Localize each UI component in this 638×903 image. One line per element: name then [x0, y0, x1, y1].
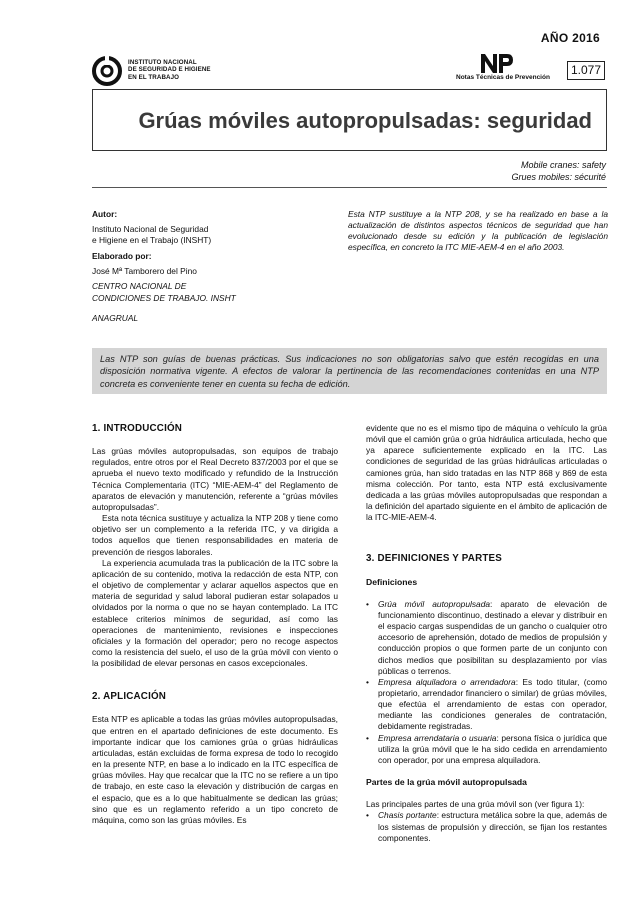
document-title: Grúas móviles autopropulsadas: seguridad: [138, 108, 592, 133]
definition-term: Empresa alquiladora o arrendadora: [378, 676, 516, 687]
institute-line: EN EL TRABAJO: [128, 73, 180, 81]
title-box: [92, 89, 607, 151]
insht-logo-icon: [92, 56, 122, 86]
paragraph: Esta NTP es aplicable a todas las grúas móviles autopropulsadas, que entren en el apartado definiciones de este documento. Es importante indicar que los camiones grúa o grúas hidráulicas articuladas, están excluidas de forma expresa de todo lo recogido en la presente NTP, en base a lo indicado en la ITC específica de grúas móviles. Hay que recalcar que la ITC no se refiere a un tipo de trabajo, en este caso la elevación y distribución de cargas en el espacio, que es a lo que habitualmente se dedican las grúas; sino que es un reglamento referido a un tipo concreto de máquina, como son las grúas móviles. Es: [92, 714, 338, 825]
definition-text: : persona física o jurídica que utiliza la grúa móvil que le ha sido cedida en arrendamiento con operador, por una empresa alquiladora.: [378, 732, 608, 765]
paragraph: Esta nota técnica sustituye y actualiza la NTP 208 y tiene como objetivo ser un complemento a la referida ITC, y va dirigida a todos aquellos que tienen responsabilidades en materia de prevención de riesgos laborales.: [92, 513, 338, 557]
left-column: [92, 423, 338, 826]
ntp-number: 1.077: [567, 61, 605, 80]
part-term: Chasis portante: [378, 810, 437, 821]
list-item: [366, 599, 607, 677]
prepared-heading: Elaborado por:: [92, 251, 152, 262]
institute-name: [128, 59, 211, 81]
prepared-name: José Mª Tamborero del Pino: [92, 266, 197, 277]
paragraph: Las grúas móviles autopropulsadas, son equipos de trabajo regulados, entre otros por el Real Decreto 837/2003 por el que se aprueba el nuevo texto modificado y refundido de la Instrucción Técnica Complementaria (ITC) “MIE-AEM-4” del Reglamento de aparatos de elevación y manutención, referente a “grúas móviles autopropulsadas”.: [92, 446, 338, 512]
definition-term: Grúa móvil autopropulsada: [378, 598, 491, 609]
subsection-parts: Partes de la grúa móvil autopropulsada: [366, 777, 527, 788]
edition-year: AÑO 2016: [540, 31, 600, 45]
paragraph: evidente que no es el mismo tipo de máquina o vehículo la grúa móvil que el camión grúa o grúa hidráulica articulada, hecho que ya aparece suficientemente explicado en la ITC. Las condiciones de seguridad de las grúas hidráulicas articuladas o camiones grúa, han sido tratadas en las NTP 868 y 869 de esta misma colección. Por tanto, esta NTP está exclusivamente dedicada a las grúas móviles autopropulsadas que respondan a la definición del apartado siguiente en el ámbito de aplicación de la ITC-MIE-AEM-4.: [366, 423, 607, 523]
header-divider: [92, 187, 607, 188]
definition-term: Empresa arrendataria o usuaria: [378, 732, 497, 743]
author-line: e Higiene en el Trabajo (INSHT): [92, 235, 212, 246]
definition-text: : aparato de elevación de funcionamiento discontinuo, destinado a elevar y distribuir en el espacio cargas suspendidas de un gancho o cualquier otro accesorio de aprehensión, dotado de medios de propulsión y conducción propios o que formen parte de un conjunto con dichos medios que posibilitan su desplazamiento por vías públicas o terrenos.: [378, 598, 607, 676]
list-item: [366, 677, 607, 733]
section-title-application: 2. APLICACIÓN: [92, 691, 167, 703]
definition-text: : Es todo titular, (como propietario, arrendador financiero o similar) de grúas móviles, que efectúa el arrendamiento de estas con operador, mediante las condiciones generales de contratación, debidamente registradas.: [378, 676, 607, 732]
substitution-note: Esta NTP sustituye a la NTP 208, y se ha realizado en base a la actualización de distintos aspectos técnicos de seguridad que han evolucionado desde su edición y la publicación de legislación específica, en concreto la ITC MIE-AEM-4 en el año 2003.: [348, 209, 608, 253]
disclaimer-box: Las NTP son guías de buenas prácticas. Sus indicaciones no son obligatorias salvo que estén recogidas en una disposición normativa vigente. A efectos de valorar la pertinencia de las recomendaciones contenidas en una NTP concreta es conveniente tener en cuenta su fecha de edición.: [92, 348, 607, 394]
alt-title-en: Mobile cranes: safety: [520, 160, 606, 170]
institute-line: DE SEGURIDAD E HIGIENE: [128, 66, 211, 74]
institute-line: INSTITUTO NACIONAL: [128, 59, 197, 66]
prepared-org: CONDICIONES DE TRABAJO. INSHT: [92, 292, 236, 303]
part-text: : estructura metálica sobre la que, además de los sistemas de propulsión y dirección, se fijan los restantes componentes.: [378, 810, 607, 843]
ntp-logo-icon: [480, 52, 514, 74]
list-item: [366, 733, 607, 766]
prepared-org: CENTRO NACIONAL DE: [92, 281, 187, 292]
parts-list: [366, 810, 607, 843]
author-block: [92, 209, 312, 324]
alternate-titles: [511, 159, 606, 183]
paragraph: Las principales partes de una grúa móvil son (ver figura 1):: [366, 799, 585, 810]
author-line: Instituto Nacional de Seguridad: [92, 224, 209, 235]
paragraph: La experiencia acumulada tras la publicación de la ITC sobre la aplicación de su contenido, motiva la redacción de esta NTP, con el objetivo de complementar y aclarar aquellos aspectos que en materia de seguridad y salud laboral pudieran estar solapados u olvidados por la norma o que no se hayan contemplado. La ITC establece criterios mínimos de seguridad, así como las operaciones de mantenimiento, revisiones e inspecciones oficiales y la formación del operador; pero no recoge aspectos como la resistencia del suelo, el uso de la grúa móvil con viento o la posibilidad de elevar personas en casos excepcionales.: [92, 557, 338, 669]
alt-title-fr: Grues mobiles: sécurité: [511, 172, 606, 182]
right-column: [366, 423, 607, 844]
series-label: Notas Técnicas de Prevención: [456, 74, 550, 81]
list-item: [366, 810, 607, 843]
section-title-introduction: 1. INTRODUCCIÓN: [92, 423, 183, 434]
section-title-definitions: 3. DEFINICIONES Y PARTES: [366, 553, 503, 565]
definitions-list: [366, 599, 607, 766]
collaborator: ANAGRUAL: [92, 312, 139, 323]
author-heading: Autor:: [92, 209, 118, 219]
subsection-definitions: Definiciones: [366, 576, 418, 587]
